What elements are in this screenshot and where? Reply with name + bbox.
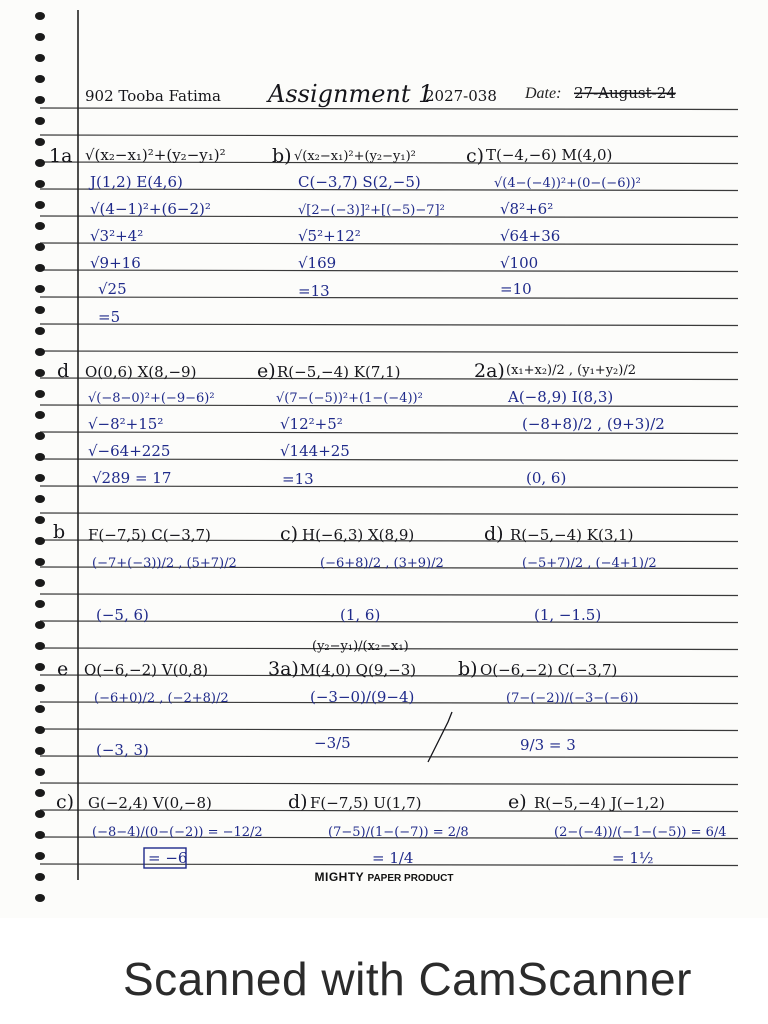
problem-2b (53, 521, 237, 624)
problem-2e (57, 658, 229, 759)
spiral-hole (35, 789, 45, 797)
spiral-hole (35, 453, 45, 461)
spiral-hole (35, 411, 45, 419)
pen-stroke (428, 712, 452, 762)
points: A(−8,9) I(8,3) (508, 388, 614, 406)
spiral-hole (35, 33, 45, 41)
problem-label: b) (458, 658, 478, 680)
work-line: √−64+225 (88, 442, 171, 460)
problem-1b (272, 145, 445, 300)
work-line: √64+36 (500, 227, 561, 245)
problem-label: d) (288, 791, 308, 813)
date-value: 27-August-24 (574, 84, 676, 102)
ruled-line (40, 783, 738, 785)
work-line: √(−8−0)²+(−9−6)² (88, 391, 215, 406)
problem-3e (508, 791, 727, 867)
problem-label: 3a) (268, 658, 299, 680)
problem-1e (257, 360, 423, 488)
spiral-hole (35, 810, 45, 818)
answer: = −6 (148, 849, 188, 867)
points: O(−6,−2) V(0,8) (84, 661, 209, 679)
problem-label: b (53, 521, 66, 543)
problem-label: b) (272, 145, 292, 167)
work-line: √9+16 (90, 254, 141, 272)
problem-label: c) (56, 791, 75, 813)
spiral-hole (35, 705, 45, 713)
answer: (−5, 6) (96, 606, 149, 624)
problem-1c (466, 145, 641, 298)
formula: √(x₂−x₁)²+(y₂−y₁)² (85, 146, 226, 164)
spiral-hole (35, 537, 45, 545)
problem-2c (280, 523, 444, 624)
work-line: √5²+12² (298, 227, 361, 245)
spiral-hole (35, 747, 45, 755)
ruled-line (40, 135, 738, 137)
ruled-line (40, 270, 738, 272)
points: H(−6,3) X(8,9) (302, 526, 415, 544)
work-line: (−8+8)/2 , (9+3)/2 (522, 415, 665, 433)
spiral-hole (35, 222, 45, 230)
assignment-code: 2027-038 (425, 87, 497, 105)
answer: = 1½ (612, 849, 654, 867)
spiral-hole (35, 243, 45, 251)
paper-brand (0, 870, 768, 884)
ruled-line (40, 513, 738, 515)
points: F(−7,5) U(1,7) (310, 794, 422, 812)
spiral-hole (35, 264, 45, 272)
problem-3c (56, 791, 263, 868)
spiral-hole (35, 894, 45, 902)
answer: =5 (98, 308, 121, 326)
spiral-hole (35, 474, 45, 482)
work-line: (−6+8)/2 , (3+9)/2 (320, 556, 444, 571)
problem-label: c) (466, 145, 485, 167)
points: M(4,0) Q(9,−3) (300, 661, 417, 679)
ruled-line (40, 594, 738, 596)
spiral-hole (35, 54, 45, 62)
problem-label: e) (257, 360, 276, 382)
ruled-line (40, 297, 738, 299)
problem-label: 2a) (474, 360, 505, 382)
spiral-hole (35, 558, 45, 566)
problem-3b (458, 658, 639, 754)
work-line: √169 (298, 254, 337, 272)
spiral-hole (35, 495, 45, 503)
spiral-hole (35, 75, 45, 83)
work-line: √8²+6² (500, 200, 554, 218)
problem-label: d (57, 360, 70, 382)
spiral-hole (35, 432, 45, 440)
spiral-hole (35, 768, 45, 776)
spiral-hole (35, 600, 45, 608)
problem-label: e (57, 658, 69, 680)
date-label: Date: (525, 85, 562, 102)
spiral-hole (35, 726, 45, 734)
answer: = 1/4 (372, 849, 414, 867)
spiral-hole (35, 852, 45, 860)
answer: (0, 6) (526, 469, 567, 487)
spiral-hole (35, 138, 45, 146)
points: T(−4,−6) M(4,0) (486, 146, 613, 164)
work-line: C(−3,7) S(2,−5) (298, 173, 421, 191)
spiral-hole (35, 159, 45, 167)
answer: =13 (298, 282, 330, 300)
spiral-hole (35, 327, 45, 335)
formula: (x₁+x₂)/2 , (y₁+y₂)/2 (506, 363, 636, 378)
spiral-hole (35, 516, 45, 524)
points: R(−5,−4) K(3,1) (510, 526, 634, 544)
spiral-hole (35, 684, 45, 692)
problem-3d (288, 791, 469, 867)
ruled-line (40, 351, 738, 353)
spiral-hole (35, 579, 45, 587)
points: R(−5,−4) K(7,1) (277, 363, 401, 381)
work-line: (2−(−4))/(−1−(−5)) = 6/4 (554, 825, 727, 840)
assignment-title: Assignment 1 (268, 80, 434, 108)
problem-label: c) (280, 523, 299, 545)
ruled-line (40, 243, 738, 245)
work-line: √25 (98, 280, 127, 298)
formula: √(x₂−x₁)²+(y₂−y₁)² (294, 149, 416, 164)
spiral-hole (35, 663, 45, 671)
answer: =13 (282, 470, 314, 488)
answer: (1, −1.5) (534, 606, 602, 624)
work-line: (−6+0)/2 , (−2+8)/2 (94, 691, 229, 706)
problem-2d (484, 523, 657, 624)
spiral-hole (35, 642, 45, 650)
problem-1d (57, 360, 215, 487)
answer: (−3, 3) (96, 741, 149, 759)
points: O(−6,−2) C(−3,7) (480, 661, 618, 679)
problem-1a (49, 145, 226, 326)
points: G(−2,4) V(0,−8) (88, 794, 212, 812)
spiral-hole (35, 369, 45, 377)
spiral-hole (35, 621, 45, 629)
points: R(−5,−4) J(−1,2) (534, 794, 665, 812)
answer: −3/5 (314, 734, 351, 752)
work-line: (−5+7)/2 , (−4+1)/2 (522, 556, 657, 571)
work-line: √144+25 (280, 442, 350, 460)
answer: 9/3 = 3 (520, 736, 576, 754)
spiral-hole (35, 117, 45, 125)
work-line: √[2−(−3)]²+[(−5)−7]² (298, 203, 445, 218)
work-line: √(4−(−4))²+(0−(−6))² (494, 176, 641, 191)
work-line: (7−(−2))/(−3−(−6)) (506, 691, 639, 706)
ruled-line (40, 108, 738, 110)
work-line: (−8−4)/(0−(−2)) = −12/2 (92, 825, 263, 840)
work-line: √−8²+15² (88, 415, 164, 433)
spiral-hole (35, 831, 45, 839)
student-name: 902 Tooba Fatima (85, 87, 221, 105)
answer: (1, 6) (340, 606, 381, 624)
brand-tagline: PAPER PRODUCT (367, 873, 454, 884)
work-line: (−3−0)/(9−4) (310, 688, 415, 706)
work-line: √(7−(−5))²+(1−(−4))² (276, 391, 423, 406)
spiral-hole (35, 306, 45, 314)
answer: √289 = 17 (92, 469, 172, 487)
ruled-line (40, 324, 738, 326)
spiral-hole (35, 201, 45, 209)
work-line: (−7+(−3))/2 , (5+7)/2 (92, 556, 237, 571)
formula: (y₂−y₁)/(x₂−x₁) (312, 639, 409, 654)
points: O(0,6) X(8,−9) (85, 363, 197, 381)
spiral-hole (35, 180, 45, 188)
spiral-hole (35, 12, 45, 20)
camscanner-watermark: Scanned with CamScanner (123, 953, 692, 1005)
problem-label: 1a (49, 145, 73, 167)
points: F(−7,5) C(−3,7) (88, 526, 211, 544)
spiral-hole (35, 348, 45, 356)
problem-label: d) (484, 523, 504, 545)
problem-label: e) (508, 791, 527, 813)
spiral-hole (35, 96, 45, 104)
ruled-line (40, 729, 738, 731)
problem-3a (268, 639, 416, 752)
answer: =10 (500, 280, 532, 298)
work-line: √12²+5² (280, 415, 343, 433)
work-line: J(1,2) E(4,6) (90, 173, 183, 191)
spiral-hole (35, 390, 45, 398)
brand-name: MIGHTY (314, 870, 365, 884)
work-line: (7−5)/(1−(−7)) = 2/8 (328, 825, 469, 840)
work-line: √(4−1)²+(6−2)² (90, 200, 211, 218)
spiral-hole (35, 285, 45, 293)
work-line: √3²+4² (90, 227, 144, 245)
work-line: √100 (500, 254, 539, 272)
